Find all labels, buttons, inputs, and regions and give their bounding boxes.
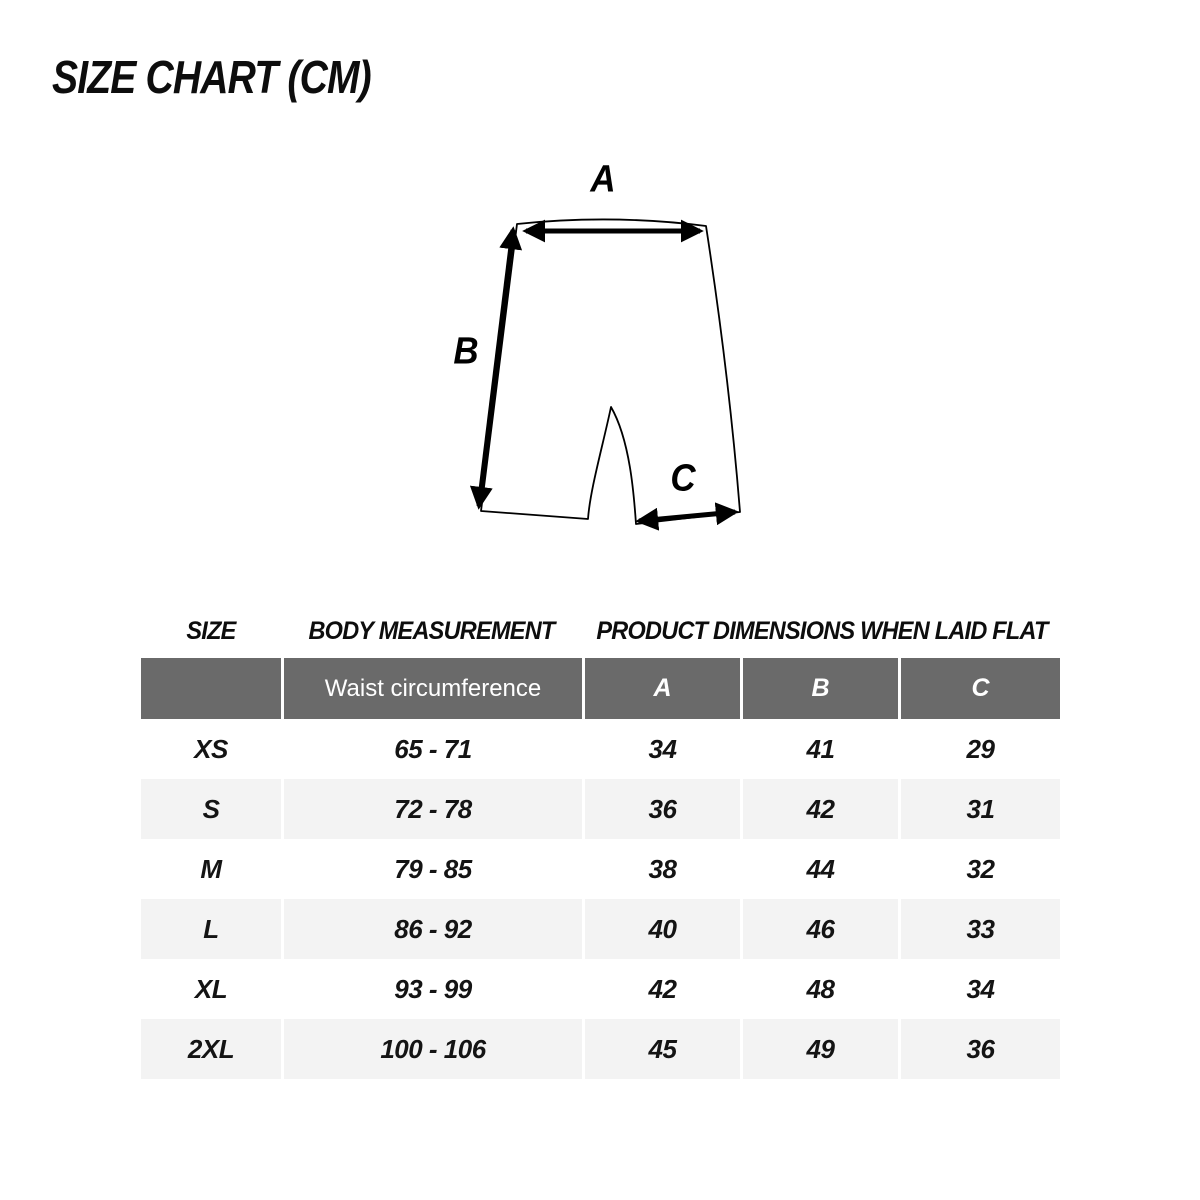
cell-size: M — [200, 853, 222, 884]
shorts-measurement-diagram — [440, 150, 760, 570]
cell-waist: 100 - 106 — [284, 1019, 582, 1079]
cell-b: 44 — [806, 853, 835, 884]
cell-size: XL — [194, 973, 228, 1004]
cell-c: 32 — [966, 853, 995, 884]
cell-a: 38 — [648, 853, 677, 884]
cell-a: 36 — [585, 779, 740, 839]
cell-size: 2XL — [141, 1019, 281, 1079]
cell-c: 33 — [901, 899, 1060, 959]
cell-waist: 72 - 78 — [284, 779, 582, 839]
cell-waist: 65 - 71 — [394, 733, 472, 764]
cell-c: 34 — [966, 973, 995, 1004]
cell-b: 42 — [743, 779, 898, 839]
size-table — [141, 658, 1060, 1079]
cell-b: 49 — [743, 1019, 898, 1079]
section-header-body-measurement: BODY MEASUREMENT — [308, 616, 555, 645]
arrow-b-side-length — [479, 230, 513, 506]
arrow-c-leg-opening — [639, 512, 735, 521]
cell-size: S — [141, 779, 281, 839]
table-row-xs — [141, 719, 1060, 779]
cell-waist: 93 - 99 — [394, 973, 472, 1004]
header-cell-c: C — [901, 658, 1060, 719]
cell-c: 36 — [901, 1019, 1060, 1079]
cell-a: 34 — [648, 733, 677, 764]
diagram-label-b: B — [453, 330, 479, 373]
table-header-row — [141, 658, 1060, 719]
cell-a: 40 — [585, 899, 740, 959]
table-row-xl — [141, 959, 1060, 1019]
diagram-label-a: A — [590, 158, 616, 201]
cell-b: 48 — [806, 973, 835, 1004]
page-title: SIZE CHART (CM) — [52, 51, 371, 103]
table-row-2xl — [141, 1019, 1060, 1079]
cell-waist: 79 - 85 — [394, 853, 472, 884]
table-section-headers — [141, 612, 1060, 650]
cell-c: 31 — [901, 779, 1060, 839]
table-row-l — [141, 899, 1060, 959]
diagram-label-c: C — [670, 457, 696, 500]
header-cell-b: B — [743, 658, 898, 719]
cell-c: 29 — [966, 733, 995, 764]
shorts-outline-path — [481, 219, 740, 524]
section-header-product-dimensions: PRODUCT DIMENSIONS WHEN LAID FLAT — [596, 616, 1048, 645]
cell-size: XS — [194, 733, 228, 764]
section-header-size: SIZE — [186, 616, 236, 645]
cell-b: 46 — [743, 899, 898, 959]
shorts-outline-drawing — [440, 150, 760, 570]
header-cell-waist: Waist circumference — [284, 658, 582, 719]
table-row-m — [141, 839, 1060, 899]
cell-b: 41 — [806, 733, 835, 764]
cell-a: 45 — [585, 1019, 740, 1079]
header-cell-a: A — [585, 658, 740, 719]
table-row-s — [141, 779, 1060, 839]
cell-a: 42 — [648, 973, 677, 1004]
cell-waist: 86 - 92 — [284, 899, 582, 959]
header-cell-size — [141, 658, 281, 719]
cell-size: L — [141, 899, 281, 959]
